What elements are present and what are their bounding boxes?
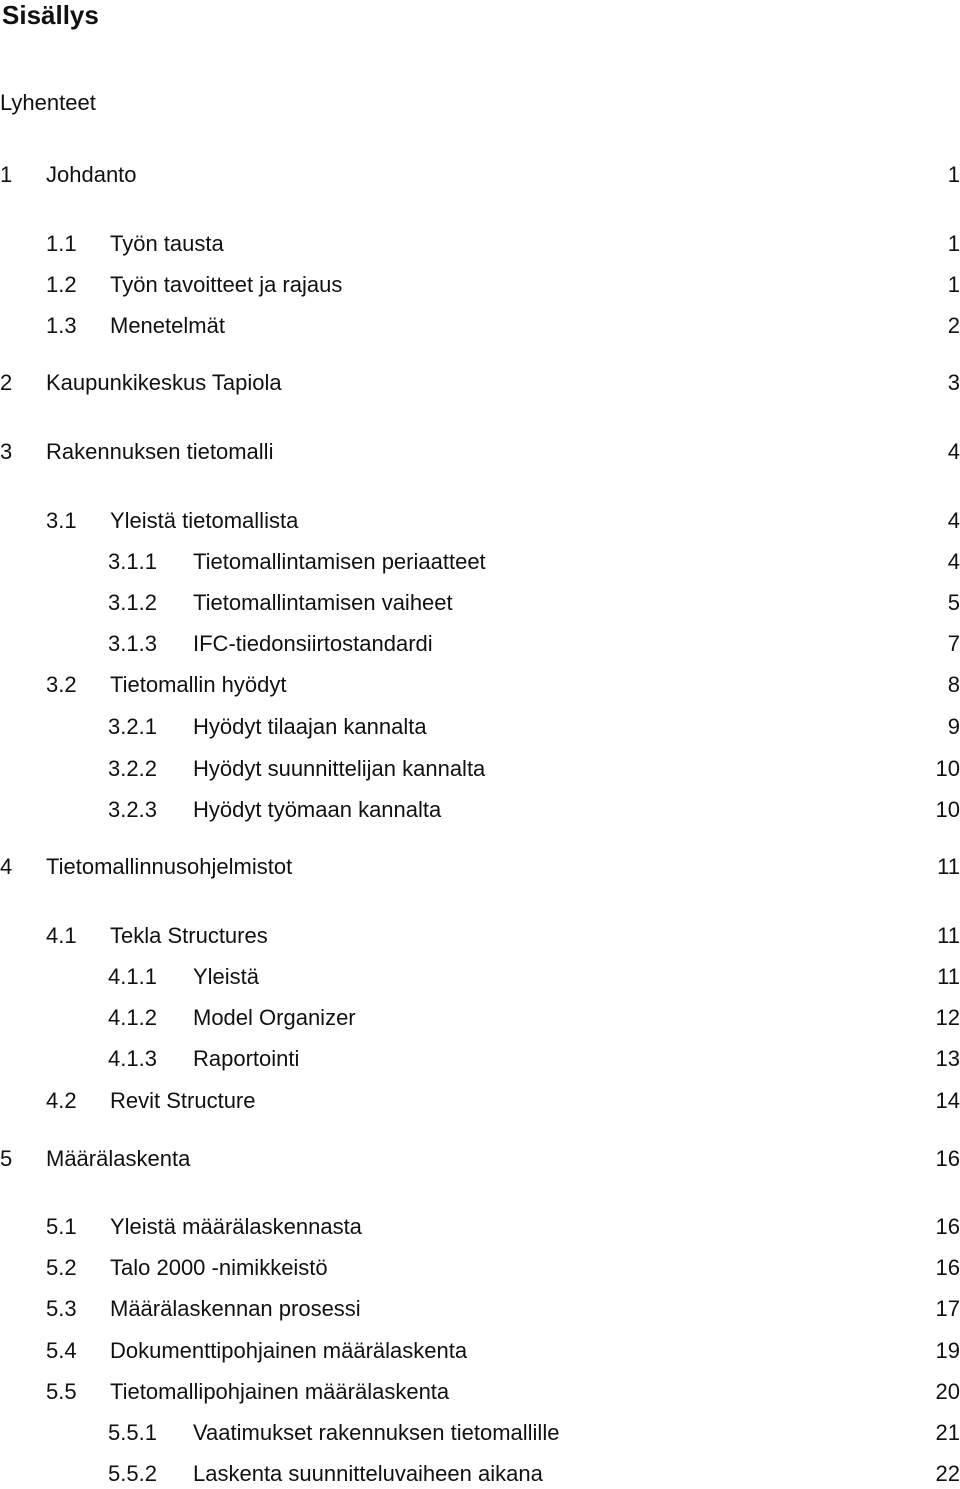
toc-entry[interactable] <box>0 1003 960 1033</box>
toc-entry[interactable] <box>0 1336 960 1366</box>
toc-entry[interactable] <box>0 1253 960 1283</box>
toc-entry-number: 1.2 <box>46 272 77 297</box>
toc-entry-number: 3.2 <box>46 672 77 697</box>
toc-entry-number: 3.2.1 <box>108 714 157 739</box>
toc-entry[interactable] <box>0 160 960 190</box>
toc-entry-page: 3 <box>947 370 960 395</box>
toc-entry-page: 4 <box>947 549 960 574</box>
toc-entry[interactable] <box>0 670 960 700</box>
toc-entry-page: 5 <box>947 590 960 615</box>
toc-item-abbreviations[interactable]: Lyhenteet <box>0 90 96 115</box>
toc-entry-title: Model Organizer <box>193 1005 356 1030</box>
toc-entry-title: Tietomallipohjainen määrälaskenta <box>110 1379 450 1404</box>
toc-entry-number: 5.4 <box>46 1338 77 1363</box>
toc-entry-title: Hyödyt tilaajan kannalta <box>193 714 427 739</box>
toc-entry[interactable] <box>0 1044 960 1074</box>
toc-entry[interactable] <box>0 311 960 341</box>
toc-entry-page: 19 <box>935 1338 960 1363</box>
toc-entry-title: Määrälaskennan prosessi <box>110 1296 361 1321</box>
toc-entry-page: 13 <box>935 1046 960 1071</box>
toc-entry-number: 1 <box>0 162 13 187</box>
toc-entry-page: 16 <box>935 1214 960 1239</box>
toc-entry[interactable] <box>0 712 960 742</box>
toc-entry-page: 9 <box>947 714 960 739</box>
toc-entry[interactable] <box>0 629 960 659</box>
toc-entry-page: 4 <box>947 508 960 533</box>
toc-entry[interactable] <box>0 368 960 398</box>
toc-entry-title: Yleistä määrälaskennasta <box>110 1214 362 1239</box>
toc-entry[interactable] <box>0 795 960 825</box>
toc-entry-number: 5.1 <box>46 1214 77 1239</box>
toc-entry-page: 16 <box>935 1255 960 1280</box>
toc-entry-title: Työn tausta <box>110 231 224 256</box>
toc-entry-title: Rakennuksen tietomalli <box>46 439 274 464</box>
toc-entry-number: 4 <box>0 854 13 879</box>
toc-entry[interactable] <box>0 1377 960 1407</box>
toc-entry-title: Tietomallintamisen periaatteet <box>193 549 486 574</box>
toc-entry-page: 11 <box>937 854 960 879</box>
toc-entry[interactable] <box>0 547 960 577</box>
toc-entry-number: 3.1.3 <box>108 631 157 656</box>
toc-entry[interactable] <box>0 270 960 300</box>
toc-entry-page: 11 <box>937 964 960 989</box>
toc-entry-page: 16 <box>935 1146 960 1171</box>
toc-entry-title: Hyödyt työmaan kannalta <box>193 797 442 822</box>
toc-entry-page: 8 <box>947 672 960 697</box>
toc-entry-number: 3.2.2 <box>108 756 157 781</box>
toc-entry-title: Laskenta suunnitteluvaiheen aikana <box>193 1461 543 1486</box>
toc-entry[interactable] <box>0 754 960 784</box>
toc-entry-title: Kaupunkikeskus Tapiola <box>46 370 282 395</box>
toc-entry-page: 1 <box>947 162 960 187</box>
toc-entry-page: 1 <box>947 272 960 297</box>
toc-entry-title: Raportointi <box>193 1046 300 1071</box>
toc-entry-number: 3.1.2 <box>108 590 157 615</box>
toc-entry-number: 2 <box>0 370 13 395</box>
toc-entry-title: IFC-tiedonsiirtostandardi <box>193 631 433 656</box>
toc-entry-page: 7 <box>947 631 960 656</box>
toc-entry-number: 1.1 <box>46 231 77 256</box>
toc-entry-title: Talo 2000 -nimikkeistö <box>110 1255 328 1280</box>
toc-entry[interactable] <box>0 229 960 259</box>
toc-entry[interactable] <box>0 1459 960 1489</box>
toc-entry-number: 4.1.1 <box>108 964 157 989</box>
toc-entry-title: Johdanto <box>46 162 137 187</box>
toc-entry-page: 2 <box>947 313 960 338</box>
toc-entry[interactable] <box>0 962 960 992</box>
toc-entry[interactable] <box>0 1294 960 1324</box>
toc-entry-number: 5.5 <box>46 1379 77 1404</box>
toc-entry-number: 5 <box>0 1146 13 1171</box>
toc-entry-number: 4.1 <box>46 923 77 948</box>
toc-entry-title: Yleistä tietomallista <box>110 508 299 533</box>
toc-entry-title: Vaatimukset rakennuksen tietomallille <box>193 1420 560 1445</box>
toc-entry[interactable] <box>0 437 960 467</box>
toc-entry-number: 3.2.3 <box>108 797 157 822</box>
toc-entry-page: 11 <box>937 923 960 948</box>
toc-entry[interactable] <box>0 506 960 536</box>
page-title: Sisällys <box>2 0 99 30</box>
toc-entry[interactable] <box>0 921 960 951</box>
toc-entry-number: 4.1.3 <box>108 1046 157 1071</box>
toc-entry[interactable] <box>0 1212 960 1242</box>
toc-entry-title: Hyödyt suunnittelijan kannalta <box>193 756 486 781</box>
toc-entry-page: 21 <box>935 1420 960 1445</box>
toc-entry-number: 4.1.2 <box>108 1005 157 1030</box>
toc-entry-title: Yleistä <box>193 964 260 989</box>
toc-entry-number: 3.1.1 <box>108 549 157 574</box>
toc-entry-number: 3.1 <box>46 508 77 533</box>
toc-entry-page: 4 <box>947 439 960 464</box>
toc-entry-number: 5.3 <box>46 1296 77 1321</box>
toc-entry-page: 17 <box>935 1296 960 1321</box>
toc-entry-title: Revit Structure <box>110 1088 256 1113</box>
toc-entry-page: 22 <box>935 1461 960 1486</box>
toc-entry-page: 10 <box>935 756 960 781</box>
toc-entry-number: 5.5.1 <box>108 1420 157 1445</box>
toc-entry-title: Tietomallintamisen vaiheet <box>193 590 453 615</box>
toc-entry-number: 3 <box>0 439 13 464</box>
toc-entry-title: Tekla Structures <box>110 923 268 948</box>
toc-entry-number: 5.5.2 <box>108 1461 157 1486</box>
toc-entry-title: Tietomallinnusohjelmistot <box>46 854 293 879</box>
toc-entry-page: 14 <box>935 1088 960 1113</box>
toc-entry-page: 1 <box>947 231 960 256</box>
toc-entry-number: 4.2 <box>46 1088 77 1113</box>
toc-entry-page: 12 <box>935 1005 960 1030</box>
toc-entry-title: Menetelmät <box>110 313 225 338</box>
toc-entry[interactable] <box>0 1144 960 1174</box>
toc-entry[interactable] <box>0 1086 960 1116</box>
toc-entry-title: Määrälaskenta <box>46 1146 191 1171</box>
toc-entry-page: 20 <box>935 1379 960 1404</box>
toc-entry[interactable] <box>0 588 960 618</box>
toc-entry-title: Tietomallin hyödyt <box>110 672 287 697</box>
toc-entry-number: 1.3 <box>46 313 77 338</box>
toc-entry-page: 10 <box>935 797 960 822</box>
toc-entry-title: Työn tavoitteet ja rajaus <box>110 272 343 297</box>
toc-entry[interactable] <box>0 1418 960 1448</box>
toc-entry-number: 5.2 <box>46 1255 77 1280</box>
toc-entry[interactable] <box>0 852 960 882</box>
toc-entry-title: Dokumenttipohjainen määrälaskenta <box>110 1338 468 1363</box>
